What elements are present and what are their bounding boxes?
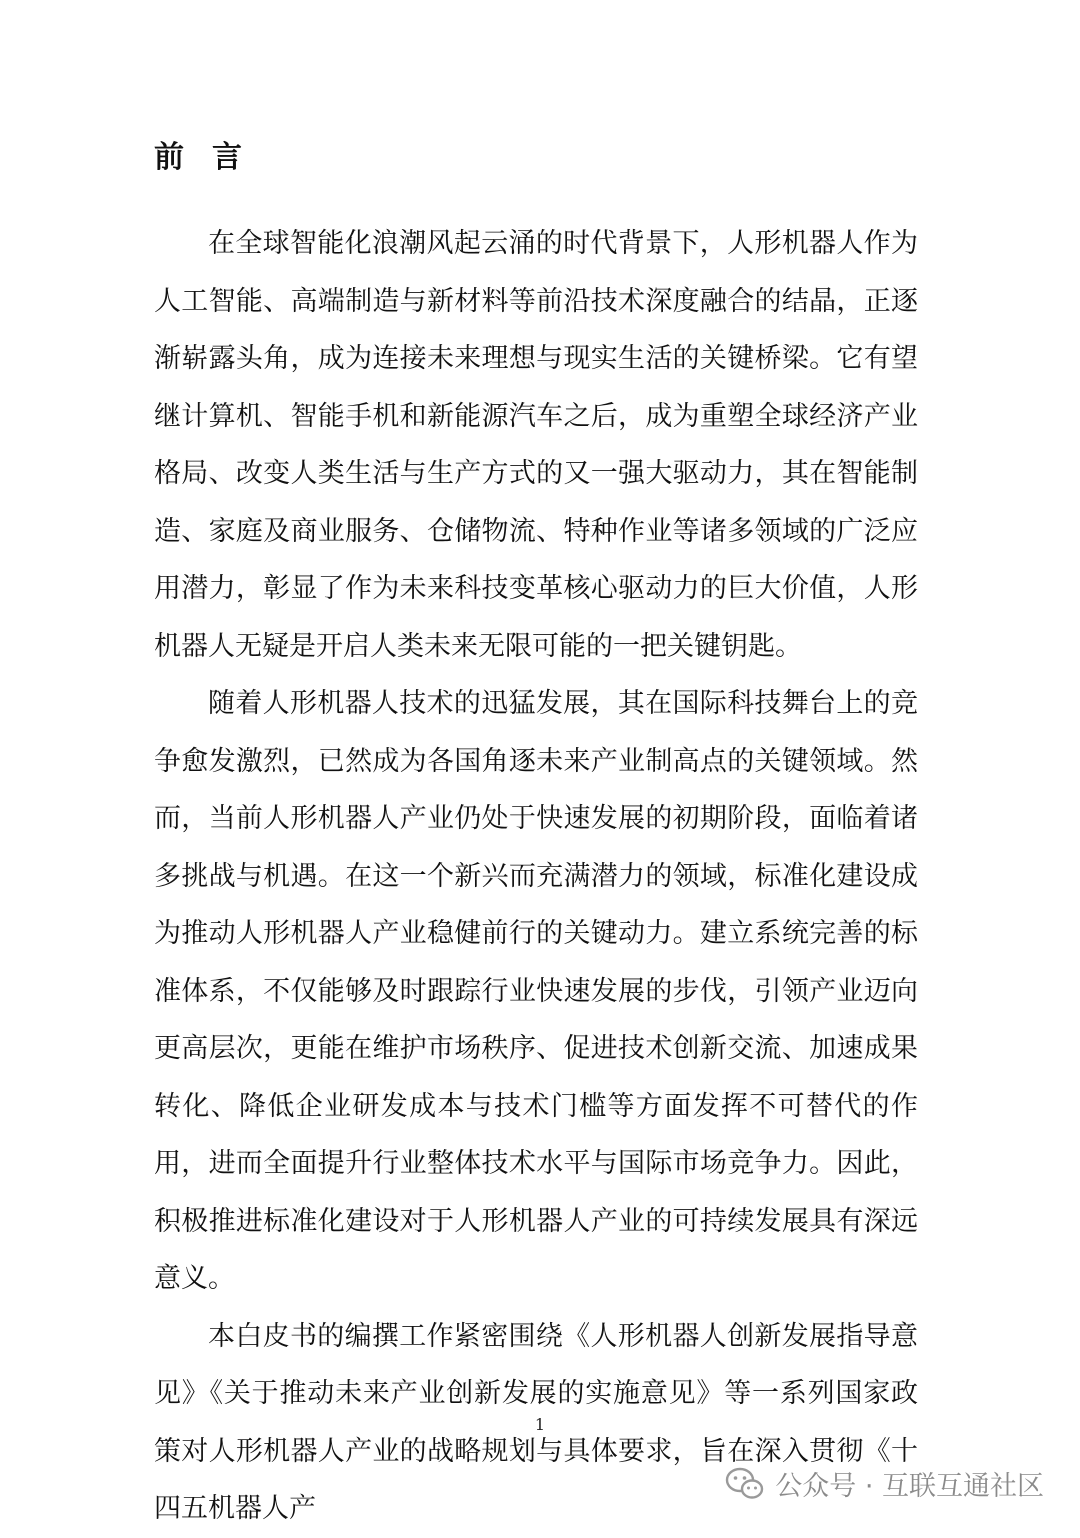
watermark-text: 公众号 · 互联互通社区 [775, 1471, 1044, 1502]
section-heading: 前言 [154, 140, 270, 175]
paragraph: 在全球智能化浪潮风起云涌的时代背景下，人形机器人作为人工智能、高端制造与新材料等前沿技术深度融合的结晶，正逐渐崭露头角，成为连接未来理想与现实生活的关键桥梁。它有望继计算机、智能手机和新能源汽车之后，成为重塑全球经济产业格局、改变人类生活与生产方式的又一强大驱动力，其在智能制造、家庭及商业服务、仓储物流、特种作业等诸多领域的广泛应用潜力，彰显了作为未来科技变革核心驱动力的巨大价值，人形机器人无疑是开启人类未来无限可能的一把关键钥匙。 [154, 228, 918, 662]
paragraph: 随着人形机器人技术的迅猛发展，其在国际科技舞台上的竞争愈发激烈，已然成为各国角逐未来产业制高点的关键领域。然而，当前人形机器人产业仍处于快速发展的初期阶段，面临着诸多挑战与机遇。在这一个新兴而充满潜力的领域，标准化建设成为推动人形机器人产业稳健前行的关键动力。建立系统完善的标准体系，不仅能够及时跟踪行业快速发展的步伐，引领产业迈向更高层次，更能在维护市场秩序、促进技术创新交流、加速成果转化、降低企业研发成本与技术门槛等方面发挥不可替代的作用，进而全面提升行业整体技术水平与国际市场竞争力。因此，积极推进标准化建设对于人形机器人产业的可持续发展具有深远意义。 [154, 688, 918, 1294]
paragraph: 本白皮书的编撰工作紧密围绕《人形机器人创新发展指导意见》《关于推动未来产业创新发展的实施意见》等一系列国家政策对人形机器人产业的战略规划与具体要求，旨在深入贯彻《十四五机器人产 [154, 1320, 918, 1524]
wechat-icon [725, 1467, 765, 1501]
document-body [154, 215, 918, 1538]
watermark [725, 1464, 1044, 1503]
page-number: 1 [534, 1415, 546, 1434]
